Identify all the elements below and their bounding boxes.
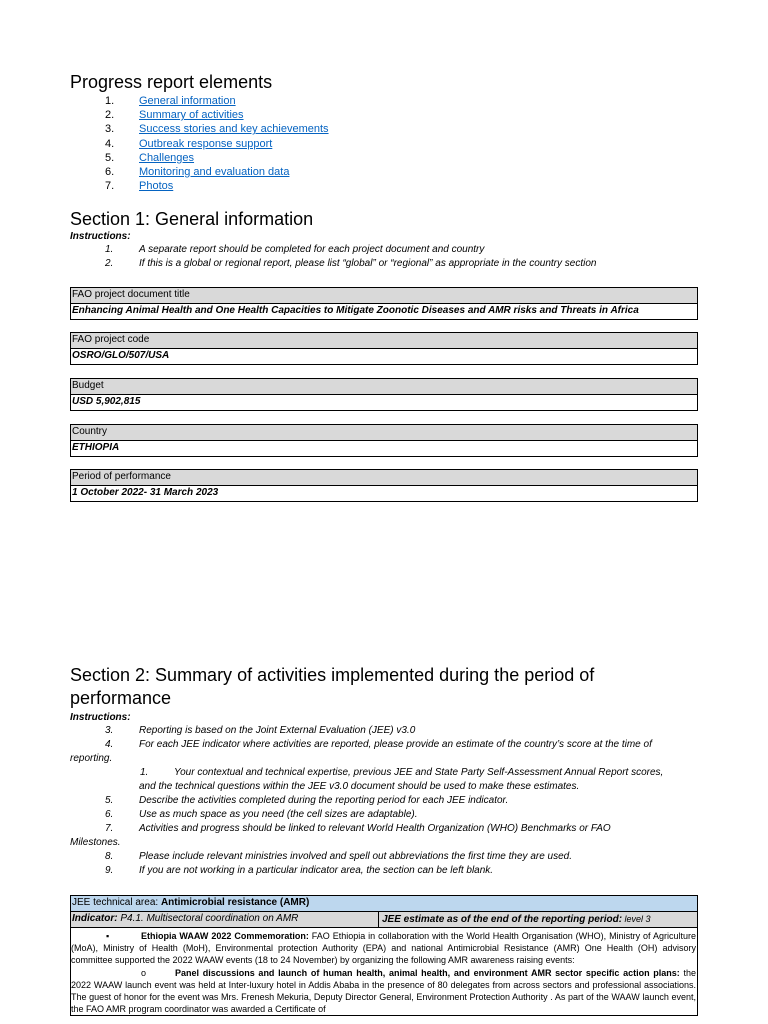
- instruction-number: 2.: [105, 258, 114, 269]
- activity-paragraph: [71, 930, 696, 967]
- instruction-item: [70, 850, 698, 864]
- toc-item-link[interactable]: Outbreak response support: [139, 137, 273, 150]
- estimate-value: level 3: [622, 914, 651, 924]
- indicator-label: Indicator:: [72, 913, 118, 924]
- instruction-number: 6.: [105, 809, 114, 820]
- jee-technical-area-row: [71, 896, 697, 912]
- estimate-label: JEE estimate as of the end of the reporting period:: [382, 914, 623, 925]
- activity-text: FAO Ethiopia in collaboration with the World Health Organisation (WHO), Ministry of Agriculture (MoA), Ministry of Health (MoH), Environmental protection Authority (EPA) and national Antimicrobial Resistance (AMR) One Health (OH) advisory committee supported the 2022 WAAW events (18 to 24 November) by organizing the following AMR awareness raising events:: [71, 931, 696, 966]
- field-label: Country: [71, 425, 697, 441]
- section-2-title-line2: performance: [70, 688, 172, 708]
- toc-item: [70, 165, 290, 179]
- toc-list: [70, 94, 329, 193]
- toc-item-link[interactable]: Monitoring and evaluation data: [139, 165, 290, 178]
- section-1: [70, 208, 698, 271]
- activities-cell[interactable]: [71, 928, 697, 1015]
- instruction-item: [70, 808, 698, 822]
- instruction-continuation: Milestones.: [70, 837, 121, 848]
- instruction-text: For each JEE indicator where activities are reported, please provide an estimate of the country’s score at the time of: [139, 739, 652, 750]
- instruction-item: [70, 794, 698, 808]
- toc-item: [70, 108, 272, 122]
- instruction-number: 9.: [105, 865, 114, 876]
- toc-item-link[interactable]: Challenges: [139, 151, 195, 164]
- sub-bullet-icon: o: [141, 967, 147, 978]
- indicator-value: P4.1. Multisectoral coordination on AMR: [117, 913, 299, 924]
- toc-item-number: 3.: [105, 123, 115, 136]
- toc-item-link[interactable]: Summary of activities: [139, 109, 244, 122]
- instruction-number: 1.: [105, 244, 114, 255]
- instruction-text: Describe the activities completed during the reporting period for each JEE indicator.: [139, 795, 509, 806]
- section-2-instructions-label: Instructions:: [70, 712, 131, 723]
- field-project-title: [70, 287, 698, 320]
- instruction-number: 4.: [105, 739, 114, 750]
- activity-title: Ethiopia WAAW 2022 Commemoration:: [141, 931, 309, 941]
- indicator-row: [71, 912, 697, 928]
- field-country: [70, 424, 698, 457]
- instruction-item: [70, 822, 698, 836]
- toc-item: [70, 122, 329, 136]
- instruction-item: [70, 257, 698, 271]
- toc-item: [70, 137, 272, 151]
- instruction-number: 7.: [105, 823, 114, 834]
- toc-item-link[interactable]: Photos: [139, 180, 174, 193]
- instruction-item: [70, 243, 698, 257]
- instruction-number: 5.: [105, 795, 114, 806]
- field-value[interactable]: Enhancing Animal Health and One Health Capacities to Mitigate Zoonotic Diseases and AMR risks and Threats in Africa: [72, 305, 639, 316]
- toc-item-number: 7.: [105, 180, 115, 193]
- section-1-title: Section 1: General information: [70, 209, 314, 229]
- toc-title: Progress report elements: [70, 72, 273, 92]
- instruction-text: Activities and progress should be linked to relevant World Health Organization (WHO) Benchmarks or FAO: [139, 823, 611, 834]
- field-label: Period of performance: [71, 470, 697, 486]
- instruction-item: [70, 738, 698, 752]
- activity-subtitle: Panel discussions and launch of human health, animal health, and environment AMR sector specific action plans:: [175, 967, 680, 978]
- instruction-text: If you are not working in a particular indicator area, the section can be left blank.: [139, 865, 494, 876]
- instruction-subitem: [70, 766, 698, 780]
- bullet-icon: ▪: [106, 931, 110, 941]
- section-2-title-line1: Section 2: Summary of activities implemented during the period of: [70, 665, 595, 685]
- toc-item-number: 6.: [105, 165, 115, 178]
- toc-item-link[interactable]: Success stories and key achievements: [139, 123, 329, 136]
- toc-item: [70, 151, 272, 165]
- toc-item: [70, 179, 272, 193]
- instruction-text: Use as much space as you need (the cell sizes are adaptable).: [139, 809, 418, 820]
- toc-item-number: 4.: [105, 137, 115, 150]
- field-period: [70, 469, 698, 502]
- instruction-text: A separate report should be completed for each project document and country: [139, 244, 485, 255]
- instruction-item: [70, 864, 698, 878]
- instruction-continuation: reporting.: [70, 753, 113, 764]
- instruction-continuation: and the technical questions within the JEE v3.0 document should be used to make these estimates.: [139, 781, 580, 792]
- field-value[interactable]: USD 5,902,815: [72, 396, 141, 407]
- section-1-instructions-label: Instructions:: [70, 231, 131, 242]
- instruction-item: [70, 724, 698, 738]
- technical-area-label: JEE technical area:: [72, 897, 161, 908]
- toc-item-number: 1.: [105, 95, 115, 107]
- estimate-cell: [379, 912, 697, 927]
- activity-text: the 2022 WAAW launch event was held at Inter-luxury hotel in Addis Ababa in the presence of 80 delegates from across sectors and professional associations. The guest of honor for the event was Mrs. Frenesh Mekuria, Deputy Director General, Environment Protection Authority . As part of the WAAW launch event, the FAO AMR program coordinator was awarded a Certificate of: [71, 967, 697, 1015]
- instruction-text: Reporting is based on the Joint External Evaluation (JEE) v3.0: [139, 725, 416, 736]
- activity-subparagraph: [71, 967, 696, 1016]
- toc-item-number: 5.: [105, 151, 115, 164]
- field-label: FAO project code: [71, 333, 697, 349]
- section-2-title: [70, 664, 698, 710]
- instruction-number: 1.: [140, 767, 149, 778]
- instruction-number: 3.: [105, 725, 114, 736]
- toc: [70, 71, 329, 193]
- instruction-text: Your contextual and technical expertise, previous JEE and State Party Self-Assessment Annual Report scores,: [174, 767, 664, 778]
- field-budget: [70, 378, 698, 411]
- field-label: Budget: [71, 379, 697, 395]
- section-2: [70, 664, 698, 878]
- field-project-code: [70, 332, 698, 365]
- technical-area-value: Antimicrobial resistance (AMR): [160, 897, 310, 908]
- jee-table: [70, 895, 698, 1016]
- instruction-text: If this is a global or regional report, please list “global” or “regional” as appropriate in the country section: [139, 258, 597, 269]
- indicator-cell: [71, 912, 379, 927]
- toc-item-number: 2.: [105, 109, 115, 122]
- toc-item: [70, 94, 272, 108]
- field-label: FAO project document title: [71, 288, 697, 304]
- field-value[interactable]: ETHIOPIA: [72, 442, 120, 453]
- instruction-text: Please include relevant ministries involved and spell out abbreviations the first time they are used.: [139, 851, 573, 862]
- field-value[interactable]: 1 October 2022- 31 March 2023: [72, 487, 219, 498]
- instruction-number: 8.: [105, 851, 114, 862]
- toc-item-link[interactable]: General information: [139, 95, 236, 107]
- field-value[interactable]: OSRO/GLO/507/USA: [72, 350, 170, 361]
